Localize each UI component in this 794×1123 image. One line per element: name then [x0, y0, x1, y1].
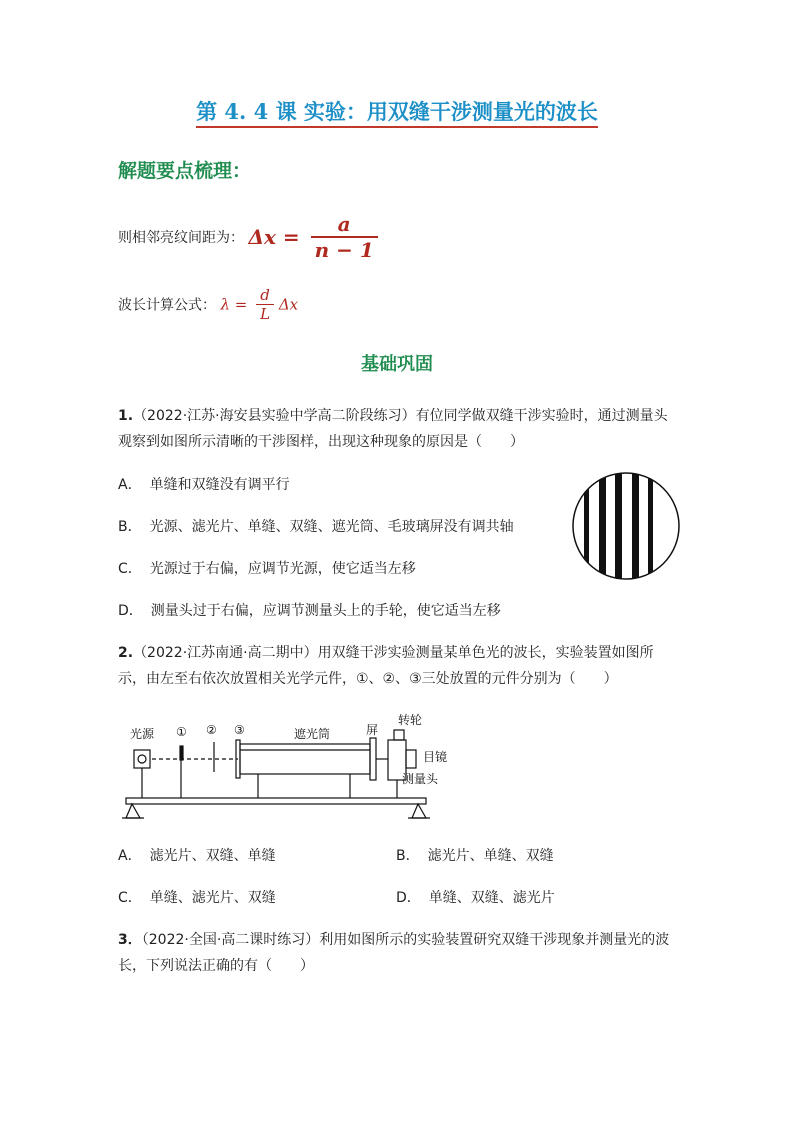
dark-fringe — [584, 470, 589, 582]
spacing-formula-line — [118, 212, 378, 262]
question-2-text: 用双缝干涉实验测量某单色光的波长，实验装置如图所示，由左至右依次放置相关光学元件，①、②、③三处放置的元件分别为（ ） — [118, 645, 654, 687]
question-2 — [118, 640, 678, 692]
eyepiece — [406, 750, 416, 768]
optical-rail — [126, 798, 426, 804]
wavelength-label: 波长计算公式： — [118, 297, 216, 314]
option-text: 单缝和双缝没有调平行 — [149, 477, 290, 493]
pos3-label: ③ — [234, 723, 245, 737]
wheel — [394, 730, 404, 740]
question-3-text: 利用如图所示的实验装置研究双缝干涉现象并测量光的波长，下列说法正确的有（ ） — [118, 932, 670, 974]
dark-fringe — [599, 470, 606, 582]
question-1-text: 有位同学做双缝干涉实验时，通过测量头观察到如图所示清晰的干涉图样，出现这种现象的原因是（ ） — [118, 408, 668, 450]
wavelength-formula-rhs: Δx — [278, 295, 299, 314]
question-2-option-b[interactable] — [396, 845, 554, 865]
spacing-formula-lhs: Δx = — [248, 225, 300, 249]
question-2-number: 2. — [118, 645, 134, 661]
question-1 — [118, 403, 678, 455]
option-text: 单缝、滤光片、双缝 — [149, 890, 276, 906]
option-text: 滤光片、单缝、双缝 — [427, 848, 554, 864]
option-text: 光源过于右偏，应调节光源，使它适当左移 — [149, 561, 416, 577]
question-1-number: 1. — [118, 408, 134, 424]
wavelength-denominator: L — [256, 304, 274, 323]
question-1-source: （2022·江苏·海安县实验中学高二阶段练习） — [133, 408, 416, 424]
screen — [370, 738, 376, 780]
option-letter: D． — [118, 603, 143, 619]
question-1-option-b[interactable] — [118, 516, 514, 536]
wavelength-numerator: d — [260, 286, 270, 304]
question-1-option-a[interactable] — [118, 474, 290, 494]
tube-label: 遮光筒 — [294, 727, 331, 741]
question-2-option-d[interactable] — [396, 887, 555, 907]
rail-foot — [126, 804, 140, 818]
dark-fringe — [615, 470, 622, 582]
question-3-number: 3． — [118, 932, 142, 948]
element-1 — [180, 746, 183, 760]
light-source-label: 光源 — [130, 727, 155, 741]
lesson-title: 第 4. 4 课 实验：用双缝干涉测量光的波长 — [0, 96, 794, 126]
dark-fringe — [648, 470, 653, 582]
lamp-icon — [138, 755, 146, 763]
screen-label: 屏 — [366, 723, 379, 737]
spacing-label: 则相邻亮纹间距为： — [118, 230, 244, 246]
wavelength-formula-line — [118, 286, 298, 323]
option-text: 单缝、双缝、滤光片 — [428, 890, 555, 906]
summary-heading: 解题要点梳理： — [118, 160, 252, 182]
option-letter: A． — [118, 477, 142, 493]
wheel-label: 转轮 — [398, 713, 423, 727]
light-shield-tube — [240, 744, 370, 774]
interference-pattern-figure — [570, 470, 682, 582]
spacing-formula — [248, 212, 377, 262]
question-3-source: （2022·全国·高二课时练习） — [141, 932, 320, 948]
pos2-label: ② — [206, 723, 217, 737]
measure-head-label: 测量头 — [402, 772, 439, 786]
question-2-option-c[interactable] — [118, 887, 276, 907]
spacing-numerator: a — [337, 212, 351, 236]
light-source-box — [134, 750, 150, 768]
section-heading: 基础巩固 — [361, 354, 433, 375]
option-letter: C． — [118, 561, 142, 577]
question-2-option-a[interactable] — [118, 845, 276, 865]
wavelength-fraction — [256, 286, 274, 323]
question-1-option-c[interactable] — [118, 558, 416, 578]
spacing-denominator: n − 1 — [311, 236, 378, 262]
question-1-option-d[interactable] — [118, 600, 501, 620]
pos1-label: ① — [176, 725, 187, 739]
rail-foot — [412, 804, 426, 818]
question-3 — [118, 927, 678, 979]
option-text: 滤光片、双缝、单缝 — [149, 848, 276, 864]
question-2-source: （2022·江苏南通·高二期中） — [133, 645, 318, 661]
option-letter: A． — [118, 848, 142, 864]
option-letter: C． — [118, 890, 142, 906]
dark-fringe — [632, 470, 639, 582]
option-letter: B． — [118, 519, 142, 535]
option-text: 光源、滤光片、单缝、双缝、遮光筒、毛玻璃屏没有调共轴 — [149, 519, 514, 535]
wavelength-formula-lhs: λ = — [220, 295, 248, 314]
eyepiece-label: 目镜 — [423, 750, 448, 764]
option-text: 测量头过于右偏，应调节测量头上的手轮，使它适当左移 — [150, 603, 501, 619]
double-slit-apparatus-diagram — [118, 710, 448, 825]
option-letter: B． — [396, 848, 420, 864]
wavelength-formula — [220, 286, 298, 323]
spacing-fraction — [311, 212, 378, 262]
option-letter: D． — [396, 890, 421, 906]
